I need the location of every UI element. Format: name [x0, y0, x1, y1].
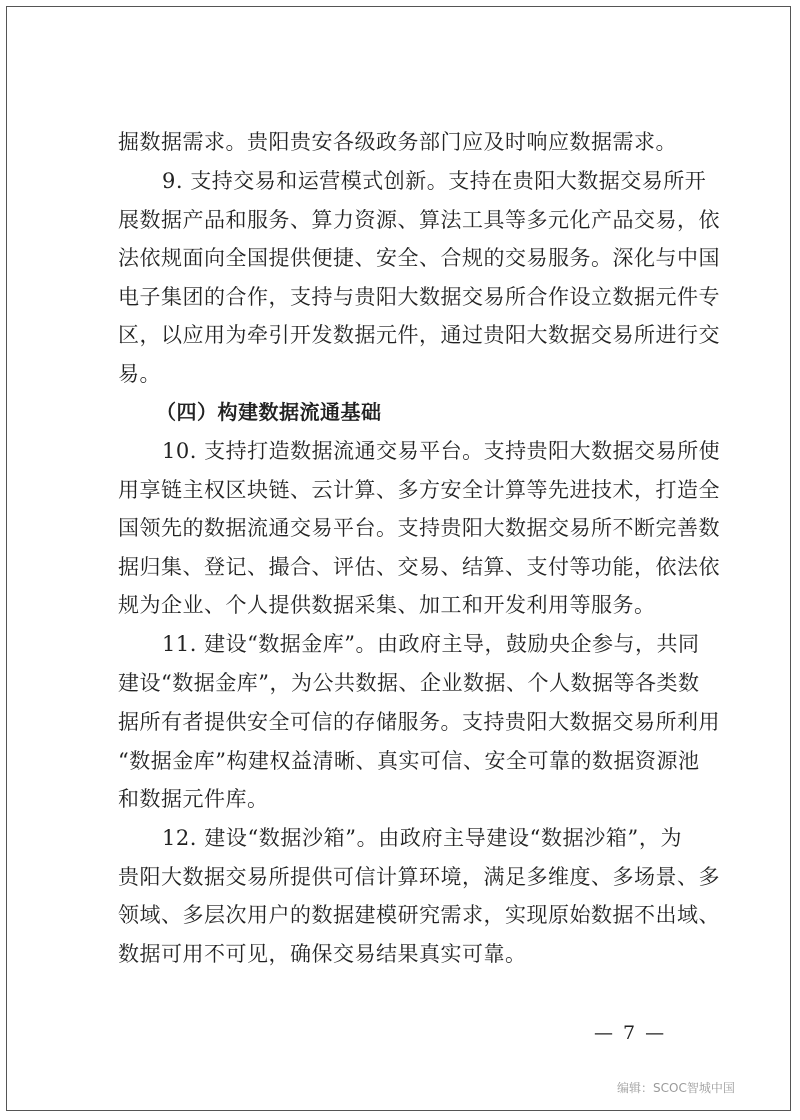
- paragraph-line: 用享链主权区块链、云计算、多方安全计算等先进技术，打造全: [118, 478, 720, 502]
- paragraph-line: 法依规面向全国提供便捷、安全、合规的交易服务。深化与中国: [118, 246, 720, 270]
- paragraph-line: 区，以应用为牵引开发数据元件，通过贵阳大数据交易所进行交: [118, 323, 720, 347]
- paragraph-line: 贵阳大数据交易所提供可信计算环境，满足多维度、多场景、多: [118, 865, 720, 889]
- paragraph-line: 11. 建设“数据金库”。由政府主导，鼓励央企参与，共同: [162, 632, 700, 656]
- paragraph-line: 据所有者提供安全可信的存储服务。支持贵阳大数据交易所利用: [118, 710, 720, 734]
- paragraph-line: 易。: [118, 362, 161, 386]
- paragraph-line: 建设“数据金库”，为公共数据、企业数据、个人数据等各类数: [118, 671, 700, 695]
- paragraph-line: 12. 建设“数据沙箱”。由政府主导建设“数据沙箱”，为: [162, 826, 682, 850]
- editor-watermark: 编辑：SCOC智城中国: [617, 1081, 735, 1095]
- paragraph-line: 电子集团的合作，支持与贵阳大数据交易所合作设立数据元件专: [118, 285, 720, 309]
- page-number: — 7 —: [594, 1022, 667, 1044]
- paragraph-line: 国领先的数据流通交易平台。支持贵阳大数据交易所不断完善数: [118, 516, 720, 540]
- paragraph-line: 领域、多层次用户的数据建模研究需求，实现原始数据不出域、: [118, 903, 720, 927]
- paragraph-line: 10. 支持打造数据流通交易平台。支持贵阳大数据交易所使: [162, 439, 721, 463]
- paragraph-line: 据归集、登记、撮合、评估、交易、结算、支付等功能，依法依: [118, 555, 720, 579]
- section-heading: （四）构建数据流通基础: [156, 400, 382, 424]
- paragraph-line: 规为企业、个人提供数据采集、加工和开发利用等服务。: [118, 593, 656, 617]
- paragraph-line: 和数据元件库。: [118, 787, 269, 811]
- paragraph-line: 展数据产品和服务、算力资源、算法工具等多元化产品交易，依: [118, 208, 720, 232]
- paragraph-line: 掘数据需求。贵阳贵安各级政务部门应及时响应数据需求。: [118, 130, 677, 154]
- paragraph-line: 9. 支持交易和运营模式创新。支持在贵阳大数据交易所开: [162, 169, 707, 193]
- paragraph-line: “数据金库”构建权益清晰、真实可信、安全可靠的数据资源池: [118, 749, 700, 773]
- paragraph-line: 数据可用不可见，确保交易结果真实可靠。: [118, 942, 527, 966]
